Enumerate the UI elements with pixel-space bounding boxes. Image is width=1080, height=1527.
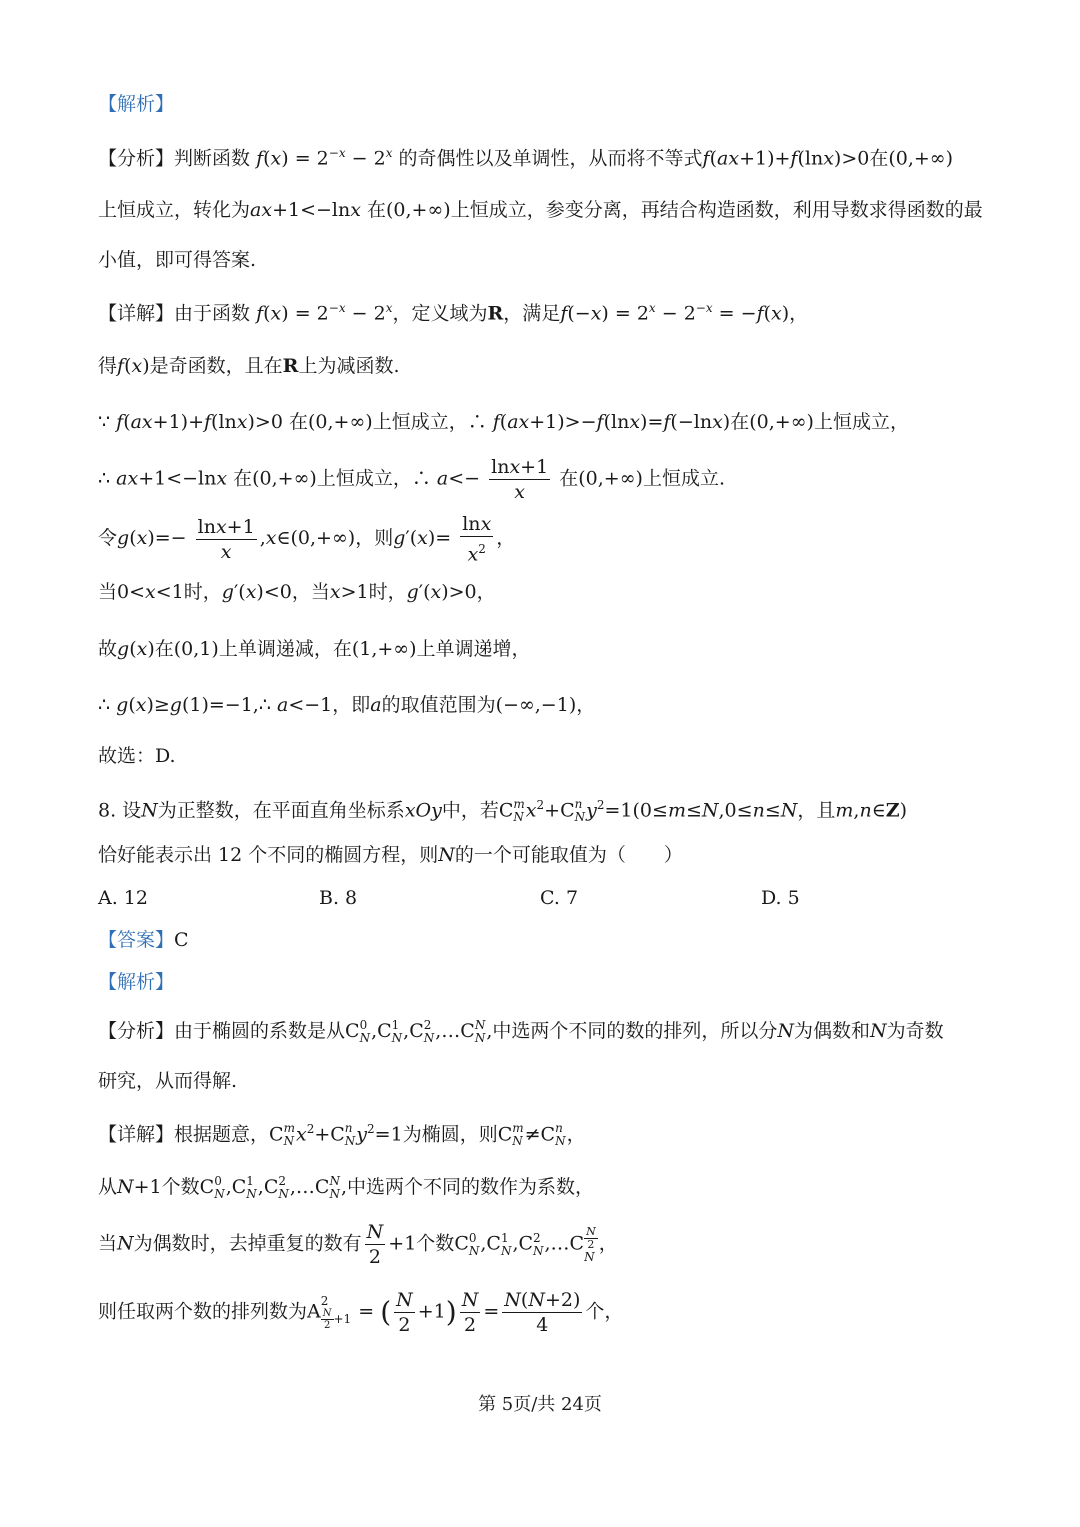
- q8-detail-line4: 则任取两个数的排列数为A 2 $\frac{N}{2}$ +1 = ( $\frac{N}{2}$ +1) $\frac{N}{2}$ = $\frac{N(N+2)}{4}$ 个，: [98, 1289, 624, 1336]
- q7-detail-line5: 令g(x)=− $\frac{\ln x+1}{x}$ ,x∈(0,+∞)，则g′(x)= $\frac{\ln x}{x^2}$ ，: [98, 513, 516, 566]
- option-d: D. 5: [761, 887, 800, 909]
- q8-analysis-line2: 研究，从而得解.: [98, 1070, 238, 1092]
- q7-detail-line8: ∴ g(x)≥g(1)=−1,∴ a<−1，即a的取值范围为(−∞,−1)，: [98, 694, 596, 716]
- q7-analysis-line1: 【分析】判断函数 $f(x) = 2^{-x} - 2^x$ 的奇偶性以及单调性，从而将不等式f(ax+1)+f(lnx)>0在(0,+∞): [98, 146, 954, 170]
- q8-stem-line1: 8. 设N为正整数，在平面直角坐标系xOy中，若C m N $x^2+C$ n N $y^2=1(0\le m\le N,0\le n\le N$，且m,n∈Z): [98, 797, 908, 825]
- option-c: C. 7: [540, 887, 579, 909]
- q8-answer: 【答案】C: [98, 929, 189, 951]
- q8-detail-line3: 当N为偶数时，去掉重复的数有 $\frac{N}{2}$ +1个数C 0 N ,C 1 N ,C 2 N ,…C N 2 N ，: [98, 1221, 618, 1268]
- option-b: B. 8: [319, 887, 358, 909]
- q7-detail-line7: 故g(x)在(0,1)上单调递减，在(1,+∞)上单调递增，: [98, 638, 531, 660]
- q8-stem-line2: 恰好能表示出 12 个不同的椭圆方程，则N的一个可能取值为（ ）: [98, 844, 683, 866]
- jiexi-tag: 【解析】: [98, 93, 175, 115]
- q8-jiexi-tag: 【解析】: [98, 971, 175, 993]
- option-a: A. 12: [98, 887, 148, 909]
- page-footer: 第 5页/共 24页: [478, 1394, 602, 1415]
- q7-detail-line6: 当0<x<1时，g′(x)<0，当x>1时，g′(x)>0，: [98, 581, 496, 603]
- q8-detail-line2: 从N+1个数C 0 N ,C 1 N ,C 2 N ,…C N N ,中选两个不同的数作为系数，: [98, 1174, 595, 1201]
- q8-analysis-line1: 【分析】由于椭圆的系数是从C 0 N ,C 1 N ,C 2 N ,…C N N ,中选两个不同的数的排列，所以分N为偶数和N为奇数: [98, 1018, 944, 1045]
- q7-analysis-line3: 小值，即可得答案.: [98, 249, 257, 271]
- q7-detail-line1: 【详解】由于函数 $f(x) = 2^{-x} - 2^x$，定义域为R，满足$f(-x) = 2^x - 2^{-x} = -f(x)$，: [98, 301, 809, 325]
- q7-conclusion: 故选：D.: [98, 745, 176, 767]
- q7-analysis-line2: 上恒成立，转化为ax+1<−lnx 在(0,+∞)上恒成立，参变分离，再结合构造函数，利用导数求得函数的最: [98, 199, 983, 221]
- q8-detail-line1: 【详解】根据题意，C m N $x^2+C$ n N $y^2=1$为椭圆，则C m N ≠C n N ，: [98, 1121, 586, 1149]
- q7-detail-line3: ∵ f(ax+1)+f(lnx)>0 在(0,+∞)上恒成立，∴ f(ax+1)>−f(lnx)=f(−lnx)在(0,+∞)上恒成立，: [98, 411, 909, 433]
- q7-detail-line4: ∴ ax+1<−lnx 在(0,+∞)上恒成立，∴ a<− $\frac{\ln x+1}{x}$ 在(0,+∞)上恒成立.: [98, 456, 725, 503]
- q7-detail-line2: 得f(x)是奇函数，且在R上为减函数.: [98, 355, 400, 377]
